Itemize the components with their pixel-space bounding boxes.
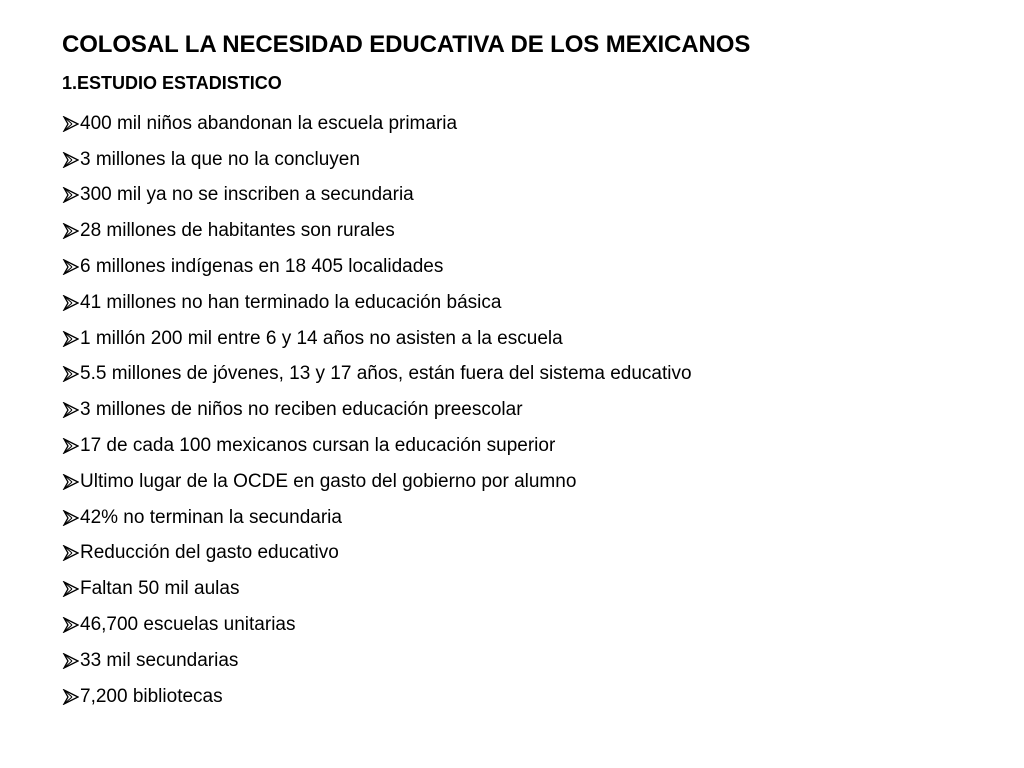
list-item-text: 1 millón 200 mil entre 6 y 14 años no asisten a la escuela xyxy=(80,327,563,349)
bullet-list xyxy=(62,106,692,715)
arrowhead-bullet-icon xyxy=(62,331,79,347)
arrowhead-bullet-icon xyxy=(62,223,79,239)
list-item xyxy=(62,428,692,464)
arrowhead-bullet-icon xyxy=(62,617,79,633)
arrowhead-bullet-icon xyxy=(62,152,79,168)
list-item xyxy=(62,106,692,142)
list-item xyxy=(62,464,692,500)
arrowhead-bullet-icon xyxy=(62,653,79,669)
list-item-text: 46,700 escuelas unitarias xyxy=(80,614,296,636)
list-item xyxy=(62,321,692,357)
list-item-text: 28 millones de habitantes son rurales xyxy=(80,220,395,242)
list-item-text: 41 millones no han terminado la educación básica xyxy=(80,291,502,313)
list-item xyxy=(62,357,692,393)
list-item xyxy=(62,679,692,715)
section-heading: 1.ESTUDIO ESTADISTICO xyxy=(62,73,282,93)
arrowhead-bullet-icon xyxy=(62,474,79,490)
list-item-text: 33 mil secundarias xyxy=(80,649,239,671)
arrowhead-bullet-icon xyxy=(62,438,79,454)
list-item xyxy=(62,536,692,572)
list-item-text: 300 mil ya no se inscriben a secundaria xyxy=(80,184,414,206)
list-item-text: Reducción del gasto educativo xyxy=(80,542,339,564)
list-item-text: 3 millones la que no la concluyen xyxy=(80,148,360,170)
list-item xyxy=(62,142,692,178)
list-item-text: Ultimo lugar de la OCDE en gasto del gobierno por alumno xyxy=(80,470,577,492)
list-item xyxy=(62,213,692,249)
list-item xyxy=(62,392,692,428)
arrowhead-bullet-icon xyxy=(62,366,79,382)
arrowhead-bullet-icon xyxy=(62,295,79,311)
list-item xyxy=(62,607,692,643)
list-item-text: 400 mil niños abandonan la escuela primaria xyxy=(80,112,458,134)
list-item-text: 6 millones indígenas en 18 405 localidades xyxy=(80,256,444,278)
list-item xyxy=(62,249,692,285)
list-item-text: 17 de cada 100 mexicanos cursan la educación superior xyxy=(80,435,556,457)
arrowhead-bullet-icon xyxy=(62,116,79,132)
list-item-text: 3 millones de niños no reciben educación preescolar xyxy=(80,399,523,421)
list-item-text: 7,200 bibliotecas xyxy=(80,685,223,707)
list-item xyxy=(62,500,692,536)
list-item xyxy=(62,285,692,321)
list-item xyxy=(62,571,692,607)
arrowhead-bullet-icon xyxy=(62,259,79,275)
arrowhead-bullet-icon xyxy=(62,187,79,203)
arrowhead-bullet-icon xyxy=(62,545,79,561)
page-title: COLOSAL LA NECESIDAD EDUCATIVA DE LOS MEXICANOS xyxy=(62,31,751,58)
arrowhead-bullet-icon xyxy=(62,581,79,597)
arrowhead-bullet-icon xyxy=(62,402,79,418)
arrowhead-bullet-icon xyxy=(62,510,79,526)
list-item-text: 5.5 millones de jóvenes, 13 y 17 años, están fuera del sistema educativo xyxy=(80,363,692,385)
list-item-text: Faltan 50 mil aulas xyxy=(80,578,240,600)
list-item xyxy=(62,178,692,214)
list-item-text: 42% no terminan la secundaria xyxy=(80,506,342,528)
arrowhead-bullet-icon xyxy=(62,689,79,705)
list-item xyxy=(62,643,692,679)
